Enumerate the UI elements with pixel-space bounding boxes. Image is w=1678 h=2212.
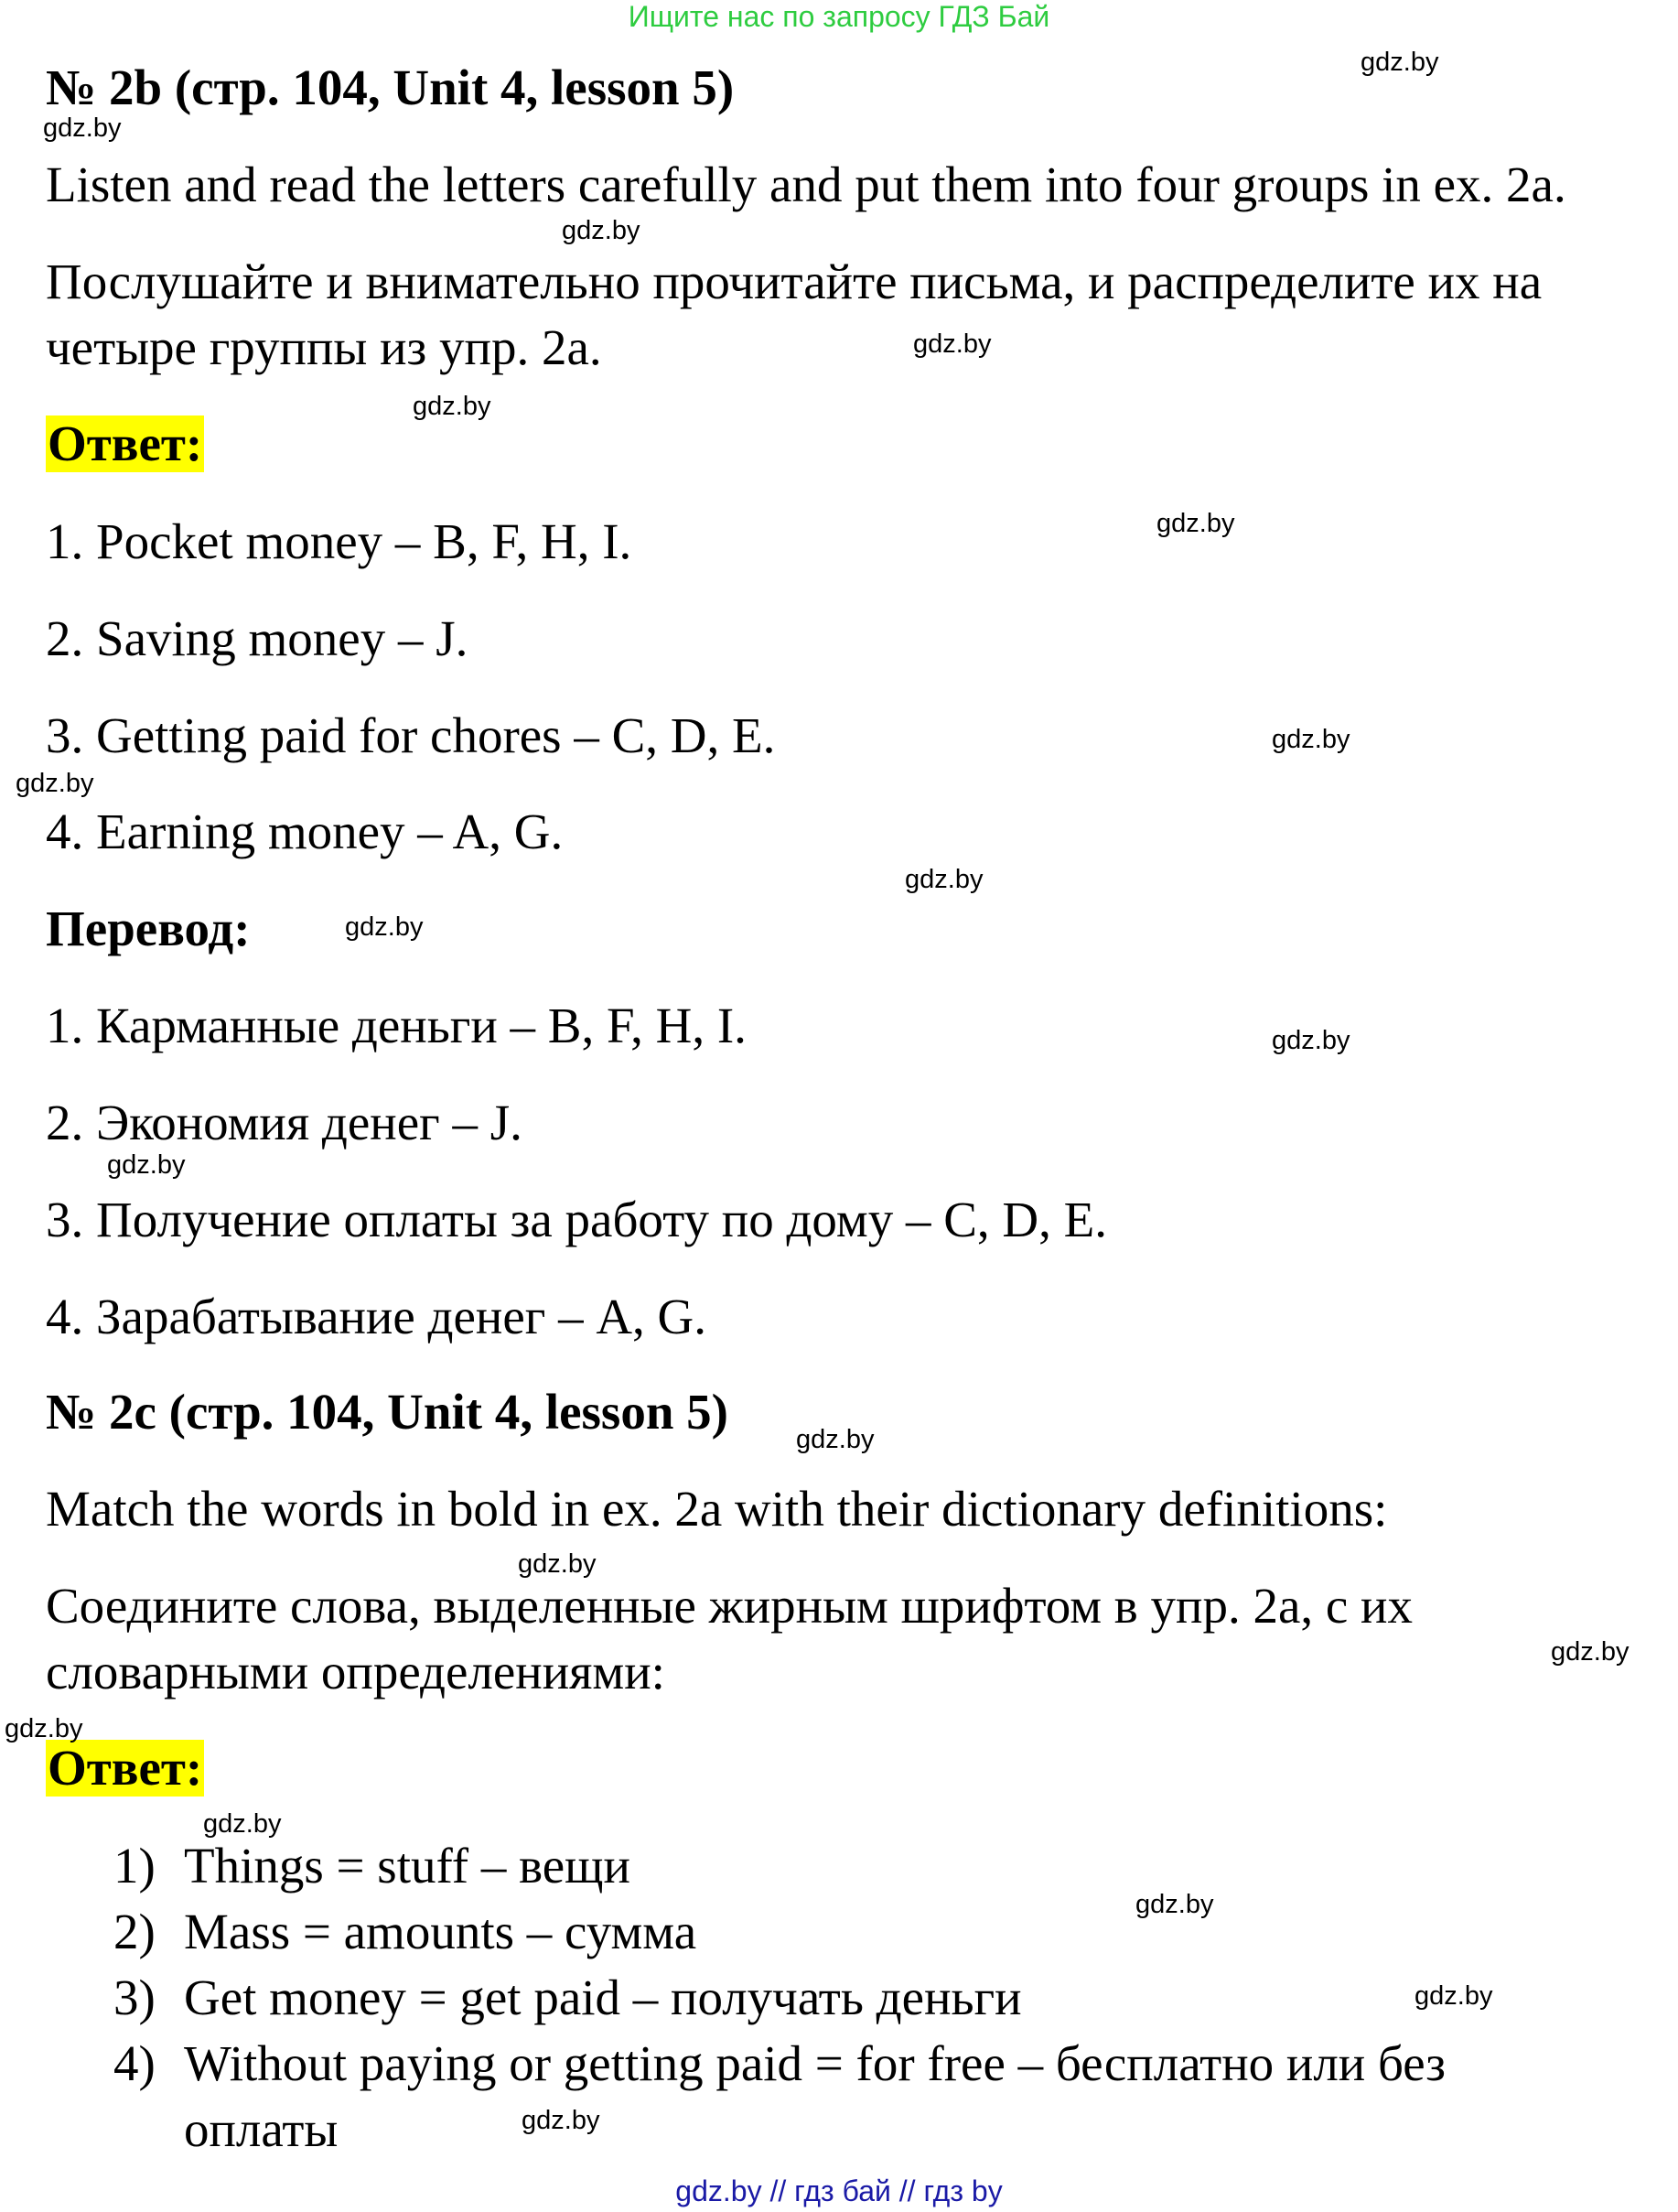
exercise-2b-answer-3: 3. Getting paid for chores – C, D, E. [46,707,776,763]
exercise-2b-translation-2: 2. Экономия денег – J. [46,1095,522,1150]
watermark-text: gdz.by [107,1150,186,1180]
watermark-text: gdz.by [913,329,992,359]
watermark-text: gdz.by [1156,509,1235,538]
definition-number: 1) [113,1838,156,1894]
definition-text: Get money = get paid – получать деньги [184,1969,1022,2025]
exercise-2b-translation-4: 4. Зарабатывание денег – A, G. [46,1289,707,1344]
exercise-2c-title: № 2c (стр. 104, Unit 4, lesson 5) [46,1384,728,1440]
definition-number: 4) [113,2035,156,2091]
watermark-text: gdz.by [562,216,640,245]
exercise-2b-task-en: Listen and read the letters carefully and put them into four groups in ex. 2a. [46,156,1566,212]
watermark-text: gdz.by [1361,48,1439,77]
exercise-2b-translation-label: Перевод: [46,901,251,956]
exercise-2c-answer-label: Ответ: [48,1740,203,1796]
exercise-2b-task-ru-line1: Послушайте и внимательно прочитайте письма, и распределите их на [46,254,1543,309]
exercise-2c-task-ru-line2: словарными определениями: [46,1644,665,1699]
watermark-text: gdz.by [1414,1981,1493,2011]
definition-number: 2) [113,1904,156,1959]
exercise-2b-task-ru-line2: четыре группы из упр. 2a. [46,319,602,375]
watermark-text: gdz.by [413,392,491,421]
exercise-2b-answer-4: 4. Earning money – A, G. [46,804,564,859]
exercise-2b-answer-2: 2. Saving money – J. [46,610,468,666]
exercise-2c-task-en: Match the words in bold in ex. 2a with their dictionary definitions: [46,1481,1388,1537]
exercise-2b-translation-3: 3. Получение оплаты за работу по дому – C, D, E. [46,1192,1107,1247]
exercise-2b-answer-label: Ответ: [48,415,203,471]
definition-text: Without paying or getting paid = for free – бесплатно или без [184,2035,1447,2091]
watermark-text: gdz.by [518,1549,597,1579]
watermark-text: gdz.by [345,912,424,942]
watermark-text: gdz.by [1551,1637,1630,1667]
watermark-text: gdz.by [1272,725,1350,754]
watermark-text: gdz.by [796,1425,875,1454]
watermark-text: gdz.by [203,1809,282,1839]
footer-links[interactable]: gdz.by // гдз бай // гдз by [675,2174,1003,2207]
watermark-text: gdz.by [522,2106,600,2135]
watermark-text: gdz.by [43,113,122,143]
watermark-text: gdz.by [16,769,94,798]
top-search-link[interactable]: Ищите нас по запросу ГДЗ Бай [628,0,1050,33]
exercise-2b-translation-1: 1. Карманные деньги – B, F, H, I. [46,998,747,1053]
watermark-text: gdz.by [905,865,984,894]
exercise-2c-task-ru-line1: Соедините слова, выделенные жирным шрифтом в упр. 2a, с их [46,1578,1413,1634]
watermark-text: gdz.by [5,1714,83,1743]
exercise-2b-title: № 2b (стр. 104, Unit 4, lesson 5) [46,59,735,115]
definition-text: Mass = amounts – сумма [184,1904,697,1959]
watermark-text: gdz.by [1135,1890,1214,1919]
definition-number: 3) [113,1969,156,2025]
definition-text: Things = stuff – вещи [184,1838,630,1894]
exercise-2b-answer-1: 1. Pocket money – B, F, H, I. [46,513,632,569]
watermark-text: gdz.by [1272,1026,1350,1055]
definition-text-continued: оплаты [184,2101,339,2157]
